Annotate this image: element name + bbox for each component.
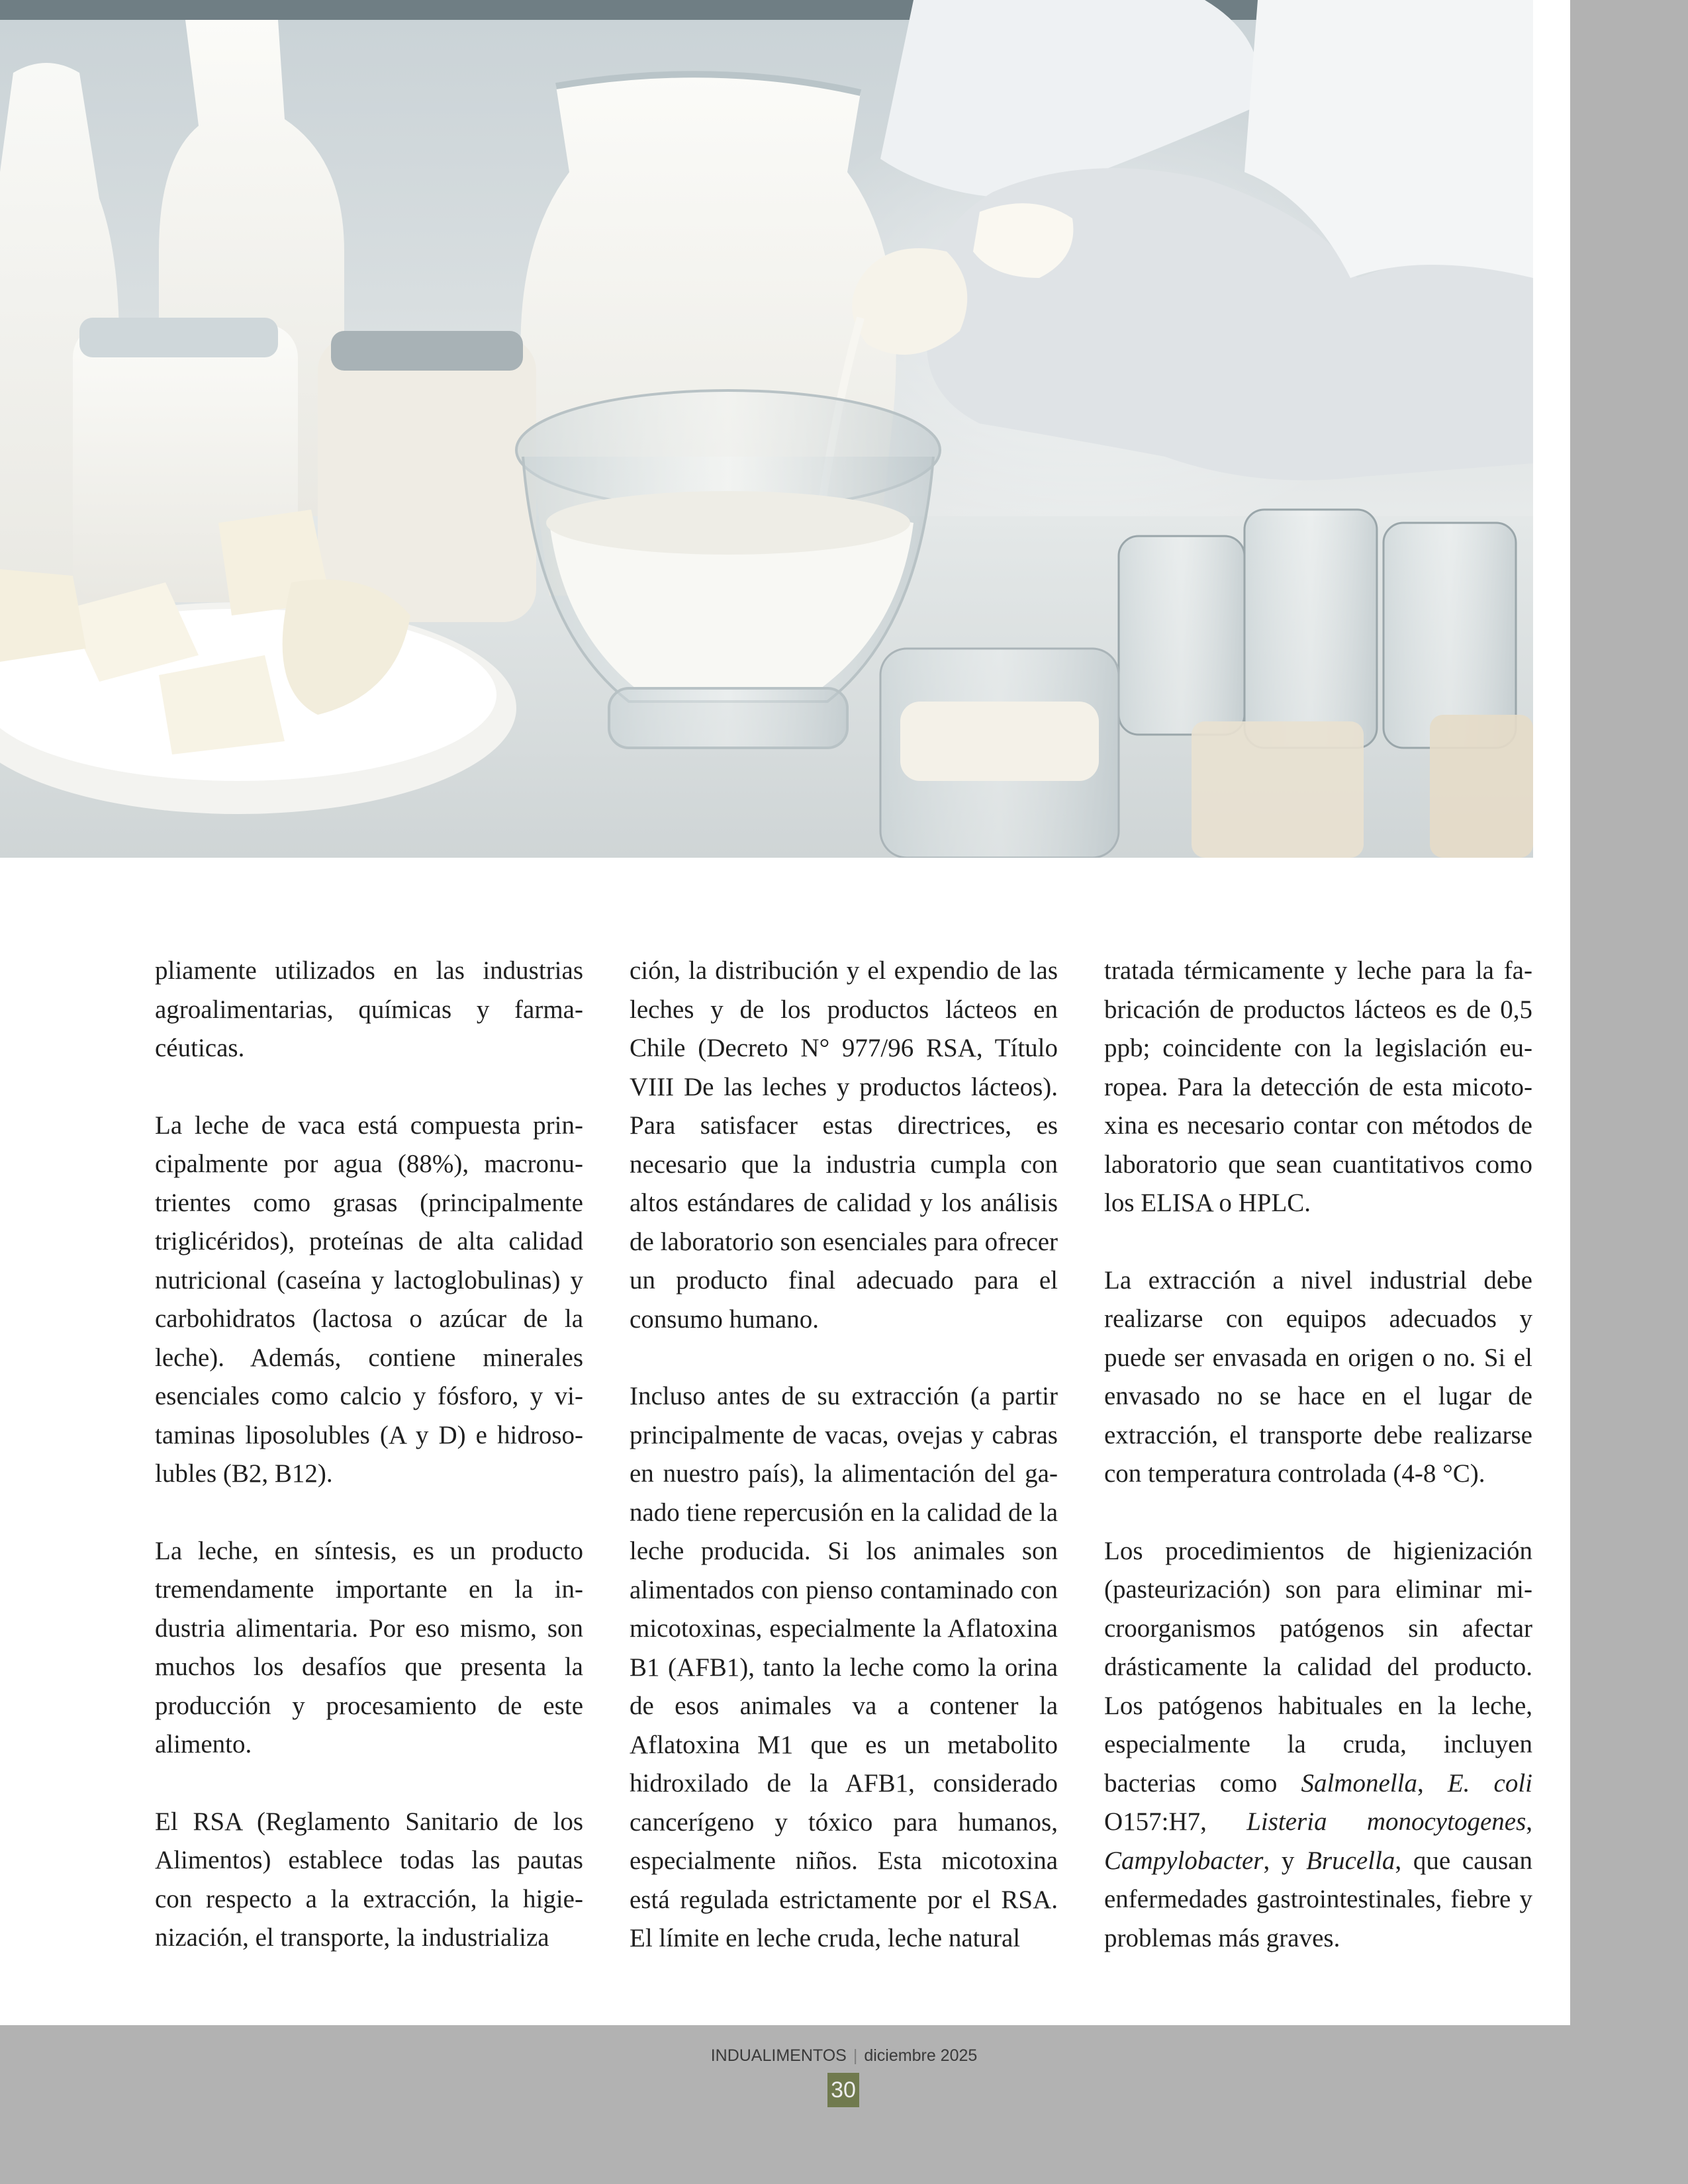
species-name: Listeria monocytogenes	[1246, 1807, 1526, 1836]
paragraph: La leche, en síntesis, es un producto tremendamente importante en la industria alimentaria. Por eso mismo, son muchos los desafíos que presenta la producción y procesamiento de este alimento.	[155, 1536, 583, 1758]
paragraph: pliamente utilizados en las industrias agroalimentarias, químicas y farmacéuticas.	[155, 956, 583, 1062]
photo-illustration	[0, 0, 1533, 858]
species-name: Salmonella	[1301, 1768, 1417, 1797]
dairy-lab-photo-icon	[0, 0, 1533, 858]
paragraph: El RSA (Reglamento Sanitario de los Alimentos) establece todas las pautas con respecto a la extracción, la higienización, el transporte, la industrializa	[155, 1807, 583, 1952]
species-name: Brucella	[1306, 1846, 1395, 1875]
paragraph: Incluso antes de su extracción (a partir principalmente de vacas, ovejas y cabras en nuestro país), la alimentación del ganado tiene repercusión en la calidad de la leche producida. Si los animales son alimentados con pienso contaminado con micotoxinas, especialmente la Aflatoxina B1 (AFB1), tanto la leche como la orina de esos animales va a contener la Aflatoxina M1 que es un metabolito hidroxilado de la AFB1, considerado cancerígeno y tóxico para humanos, especialmente niños. Esta micotoxina está regulada estrictamente por el RSA. El límite en leche cruda, leche natural	[630, 1382, 1058, 1952]
footer-separator: |	[853, 2046, 858, 2065]
paragraph: La extracción a nivel industrial debe realizarse con equipos adecuados y puede ser envasada en origen o no. Si el envasado no se hace en el lugar de extracción, el transporte debe realizarse con temperatura controlada (4-8 °C).	[1104, 1265, 1532, 1488]
article-column-1	[155, 952, 583, 1971]
page-number: 30	[827, 2073, 859, 2107]
paragraph: La leche de vaca está compuesta principalmente por agua (88%), macronutrientes como grasas (principalmente triglicéridos), proteínas de alta calidad nutricional (caseína y lactoglobulinas) y carbohidratos (lactosa o azúcar de la leche). Además, contiene minerales esenciales como calcio y fósforo, y vitaminas liposolubles (A y D) e hidrosolubles (B2, B12).	[155, 1111, 583, 1488]
publication-name: INDUALIMENTOS	[710, 2046, 847, 2065]
paragraph: ción, la distribución y el expendio de las leches y de los productos lácteos en Chile (Decreto N° 977/96 RSA, Título VIII De las leches y productos lácteos). Para satisfacer estas directrices, es necesario que la industria cumpla con altos estándares de calidad y los análisis de laboratorio son esenciales para ofrecer un producto final adecuado para el consumo humano.	[630, 956, 1058, 1334]
species-name: Campylobacter	[1104, 1846, 1264, 1875]
text-run: Los procedimientos de higienización (pasteurización) son para eliminar microorganismos patógenos sin afectar drásticamente la calidad del producto. Los patógenos habituales en la leche, especialmente la cruda, incluyen bacterias como	[1104, 1536, 1532, 1797]
page-footer	[0, 2025, 1688, 2184]
text-run: , y	[1263, 1846, 1307, 1875]
species-name: E. coli	[1447, 1768, 1532, 1797]
text-run: ,	[1417, 1768, 1448, 1797]
footer-credit	[0, 2046, 1688, 2066]
article-column-2	[630, 952, 1058, 1971]
paragraph: tratada térmicamente y leche para la fabricación de productos lácteos es de 0,5 ppb; coincidente con la legislación europea. Para la detección de esta micotoxina es necesario contar con métodos de laboratorio que sean cuantitativos como los ELISA o HPLC.	[1104, 956, 1532, 1217]
text-run: O157:H7,	[1104, 1807, 1247, 1836]
issue-date: diciembre 2025	[864, 2046, 978, 2065]
paragraph-pathogens	[1104, 1532, 1532, 1958]
article-column-3	[1104, 952, 1532, 1971]
article-body	[155, 952, 1533, 1971]
text-run: ,	[1526, 1807, 1533, 1836]
text-run: , que causan enfermedades gastrointestinales, fiebre y problemas más graves.	[1104, 1846, 1532, 1952]
